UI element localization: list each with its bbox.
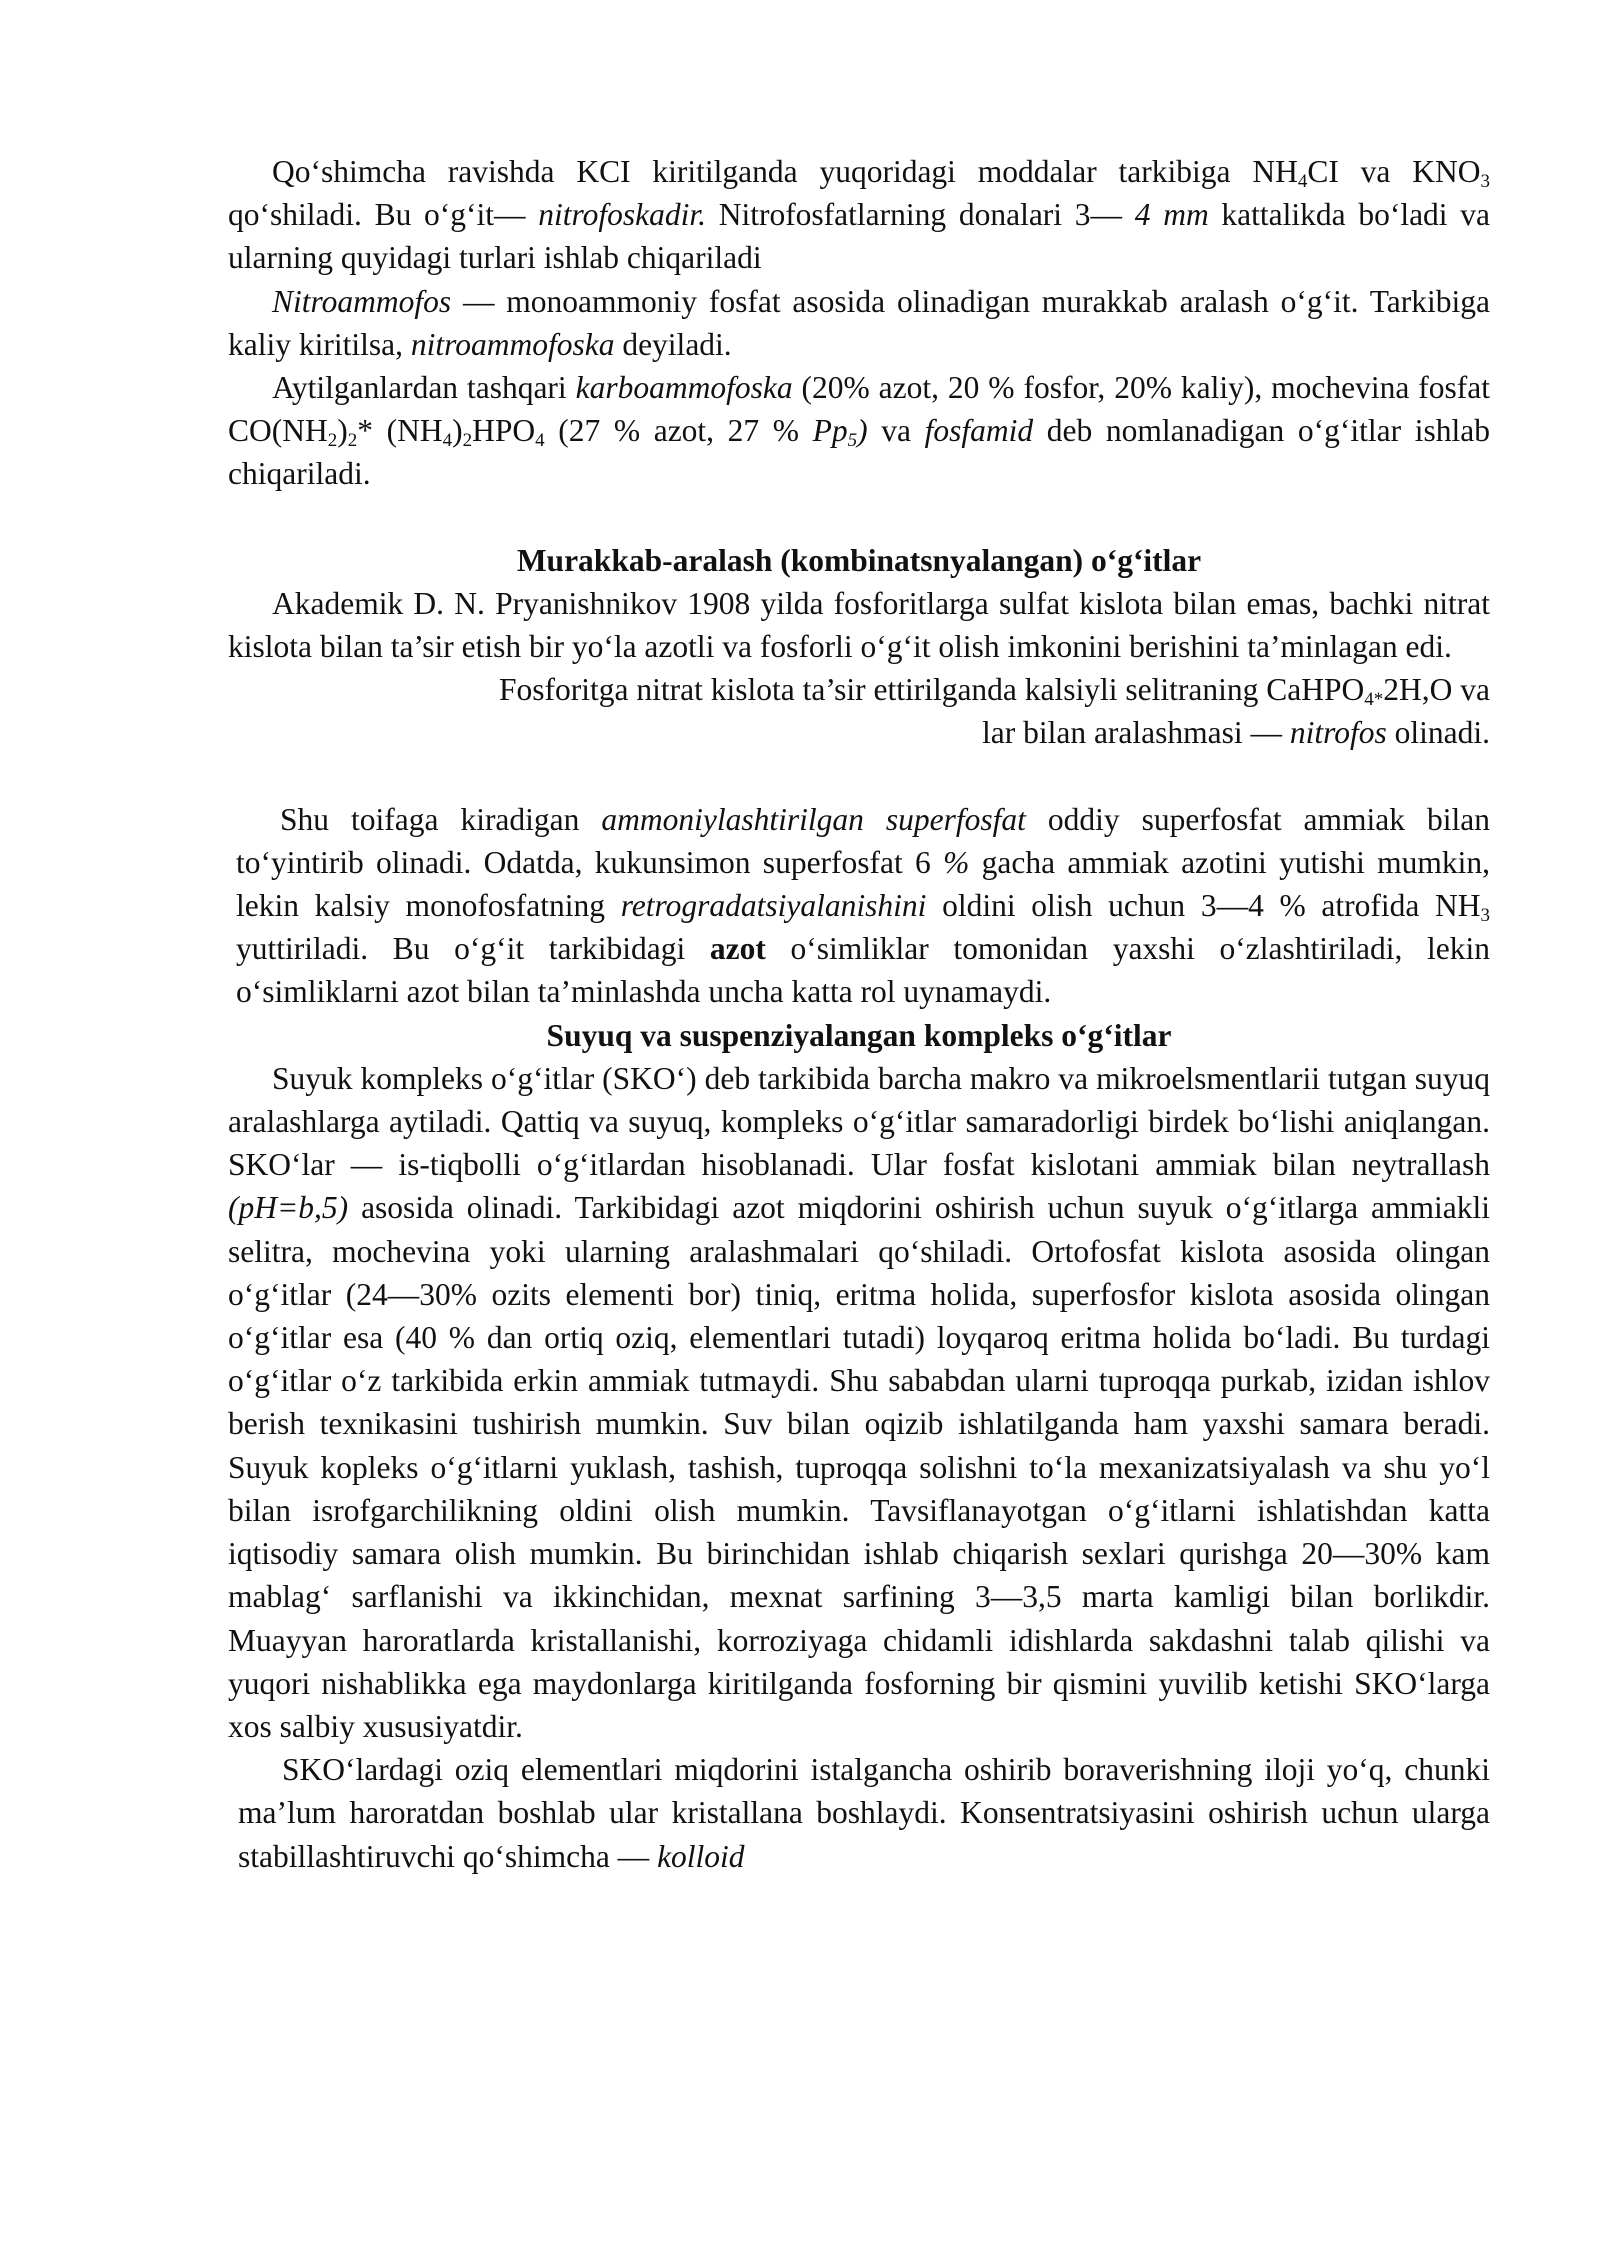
text-segment: * (NH [357,413,443,449]
text-segment: ammoniylashtirilgan superfosfat [601,801,1026,837]
text-segment: yuttiriladi. Bu o‘g‘it tarkibidagi [236,931,710,967]
text-segment: * [1373,689,1384,711]
text-segment: % [943,844,970,880]
text-segment: nitrofoskadir. [538,197,706,233]
text-segment: asosida olinadi. Tarkibidagi azot miqdorini oshirish uchun suyuk o‘g‘itlarga ammiakli selitra, mochevina yoki ularning aralashmalari qo‘shiladi. Ortofosfat kislota asosida olingan o‘g‘itlar (24—30% ozits elementi bor) tiniq, eritma holida, superfosfor kislota asosida olingan o‘g‘itlar esa (40 % dan ortiq oziq, elementlari tutadi) loyqaroq eritma holida bo‘ladi. Bu turdagi o‘g‘itlar o‘z tarkibida erkin ammiak tutmaydi. Shu sababdan ularni tuproqqa purkab, izidan ishlov berish texnikasini tushirish mumkin. Suv bilan oqizib ishlatilganda ham yaxshi samara beradi. Suyuk kopleks o‘g‘itlarni yuklash, tashish, tuproqqa solishni to‘la mexanizatsiyalash va shu yo‘l bilan isrofgarchilikning oldini olish mumkin. Tavsiflanayotgan o‘g‘itlarni ishlatishdan katta iqtisodiy samara olish mumkin. Bu birinchidan ishlab chiqarish sexlari qurishga 20—30% kam mablag‘ sarflanishi va ikkinchidan, mexnat sarfining 3—3,5 marta kamligi bilan borlikdir. Muayyan haroratlarda kristallanishi, korroziyaga chidamli idishlarda sakdashni talab qilishi va yuqori nishablikka ega maydonlarga kiritilganda fosforning bir qismini yuvilib ketishi SKO‘larga xos salbiy xususiyatdir. [228,1190,1490,1744]
paragraph-karboammofoska [228,366,1490,496]
text-segment: 2 [347,430,358,452]
text-segment: ) [337,413,348,449]
text-segment: 4 [1297,171,1308,192]
text-segment: oddiy superfosfat ammiak bilan to‘yintirib olinadi. Odatda, kukunsimon superfosfat 6 [236,801,1490,880]
text-segment: Nitrofosfatlarning donalari 3— [705,197,1135,233]
text-segment: 2 [462,430,473,452]
text-segment: Akademik D. N. Pryanishnikov 1908 yilda fosforitlarga sulfat kislota bilan emas, bachki nitrat kislota bilan ta’sir etish bir yo‘la azotli va fosforli o‘g‘it olish imkonini berishini ta’minlagan edi. [228,585,1490,665]
text-segment: deb nomlanadigan o‘g‘itlar ishlab chiqariladi. [228,413,1490,492]
text-segment: retrogradatsiyalanishini [620,888,927,924]
text-segment: 3 [1480,905,1491,927]
text-segment: qo‘shiladi. Bu o‘g‘it— [228,197,539,233]
text-segment: Aytilganlardan tashqari [272,370,576,406]
section-heading-suyuq-kompleks [228,1014,1490,1057]
text-segment: oldini olish uchun 3—4 % atrofida NH [926,888,1481,924]
text-segment: 5 [847,430,858,452]
text-segment: Murakkab-aralash (kombinatsnyalangan) o‘g‘itlar [516,542,1202,578]
text-segment: Suyuk kompleks o‘g‘itlar (SKO‘) deb tarkibida barcha makro va mikroelsmentlarii tutgan suyuq aralashlarga aytiladi. Qattiq va suyuq, kompleks o‘g‘itlar samaradorligi birdek bo‘lishi aniqlangan. SKO‘lar — is-tiqbolli o‘g‘itlardan hisoblanadi. Ular fosfat kislotani ammiak bilan neytrallash [228,1060,1490,1183]
text-segment: Fosforitga nitrat kislota ta’sir ettirilganda kalsiyli selitraning CaHPO [499,672,1365,708]
text-segment: 4 [442,430,453,452]
text-segment: olinadi. [1386,715,1490,751]
section-heading-murakkab-aralash [228,539,1490,582]
text-segment: 3 [1480,171,1490,192]
text-segment: Suyuq va suspenziyalangan kompleks o‘g‘itlar [546,1017,1172,1053]
text-segment: 2 [327,430,338,452]
text-segment: SKO‘lardagi oziq elementlari miqdorini istalgancha oshirib boraverishning iloji yo‘q, chunki ma’lum haroratdan boshlab ular kristallana boshlaydi. Konsentratsiyasini oshirish uchun ularga stabillashtiruvchi qo‘shimcha — [238,1752,1490,1874]
paragraph-nitroammofos [228,280,1490,366]
paragraph-suyuk-kompleks [228,1057,1490,1748]
text-segment: Shu toifaga kiradigan [280,801,602,837]
text-segment: ) [452,413,463,449]
text-segment: — monoammoniy fosfat asosida olinadigan murakkab aralash o‘g‘it. Tarkibiga kaliy kiritilsa, [228,283,1490,362]
text-segment: va [867,413,925,449]
text-segment: (pH=b,5) [228,1190,349,1226]
text-segment: fosfamid [924,413,1034,449]
text-segment: Pp [812,413,848,449]
paragraph-ammoniylashtirilgan-superfosfat [236,798,1490,1014]
text-segment: azot [709,931,766,967]
paragraph-sko-oziq-elementlari [238,1748,1490,1878]
text-segment: 4 [535,430,545,452]
text-segment: ) [857,413,868,449]
text-segment: 2H,O va [1383,672,1490,708]
text-segment: (20% azot, 20 % fosfor, 20% kaliy), mochevina fosfat CO(NH [228,370,1490,449]
text-segment: deyiladi. [614,326,732,362]
paragraph-nitrofos [228,711,1490,754]
text-segment: CI va KNO [1307,154,1481,189]
text-segment: (27 % azot, 27 % [544,413,813,449]
text-segment: 4 [1364,689,1374,711]
text-segment: lar bilan aralashmasi — [981,715,1290,751]
text-segment: Nitroammofos [272,283,452,319]
paragraph-fosforitga [228,668,1490,711]
text-segment: HPO [472,413,536,449]
text-segment: nitroammofoska [410,326,615,362]
text-segment: gacha ammiak azotini yutishi mumkin, lekin kalsiy monofosfatning [236,844,1490,924]
paragraph-nitrofoska [228,150,1490,280]
text-segment: kolloid [657,1838,745,1874]
text-segment: 4 mm [1134,197,1209,233]
text-segment: Qo‘shimcha ravishda KCI kiritilganda yuqoridagi moddalar tarkibiga NH [272,154,1298,189]
paragraph-pryanishnikov [228,582,1490,668]
text-segment: karboammofoska [575,370,793,406]
text-segment: kattalikda bo‘ladi va ularning quyidagi turlari ishlab chiqariladi [228,197,1490,276]
text-segment: nitrofos [1289,715,1387,751]
text-segment: o‘simliklar tomonidan yaxshi o‘zlashtiriladi, lekin o‘simliklarni azot bilan ta’minlashda uncha katta rol uynamaydi. [236,931,1490,1010]
